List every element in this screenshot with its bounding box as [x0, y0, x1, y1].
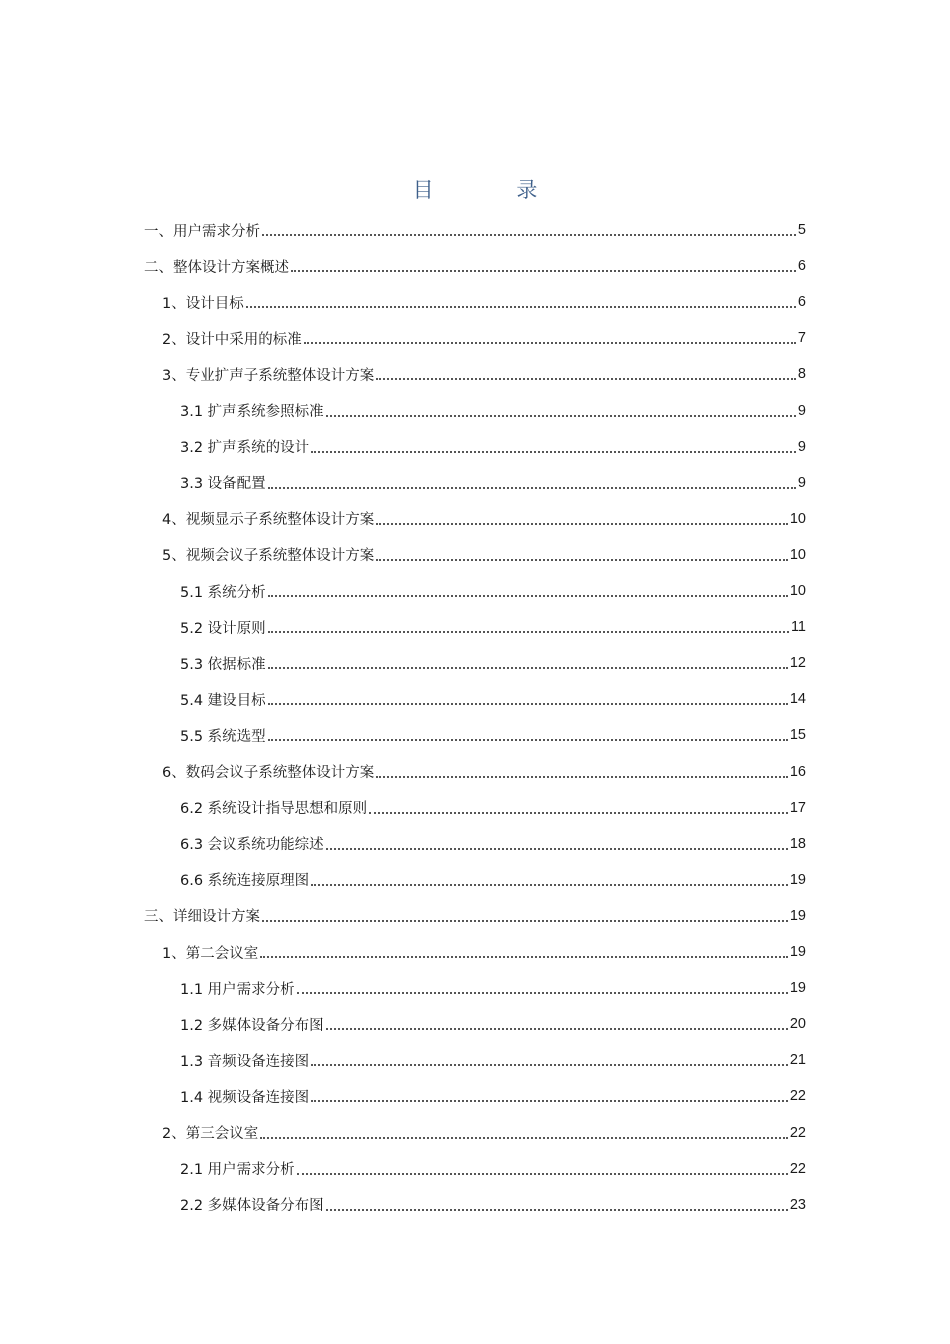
toc-entry-page-number: 18 — [789, 835, 806, 852]
toc-entry[interactable] — [180, 862, 806, 898]
toc-entry[interactable] — [144, 248, 806, 284]
toc-title: 目 录 — [412, 178, 576, 202]
toc-entry-label: 5.4 建设目标 — [180, 692, 266, 709]
toc-dot-leader — [376, 523, 788, 525]
toc-entry-page-number: 7 — [797, 330, 806, 347]
toc-entry-page-number: 9 — [797, 402, 806, 419]
toc-dot-leader — [311, 1100, 788, 1102]
toc-entry-page-number: 11 — [790, 619, 806, 636]
toc-dot-leader — [376, 776, 788, 778]
toc-dot-leader — [260, 1137, 788, 1139]
toc-dot-leader — [260, 956, 788, 958]
toc-entry-label: 6.3 会议系统功能综述 — [180, 837, 324, 854]
toc-entry-page-number: 22 — [789, 1124, 806, 1141]
toc-dot-leader — [326, 415, 796, 417]
toc-entry-page-number: 6 — [797, 294, 806, 311]
toc-entry[interactable] — [162, 320, 806, 356]
toc-entry[interactable] — [180, 573, 806, 609]
toc-entry-label: 6、数码会议子系统整体设计方案 — [162, 765, 375, 781]
toc-dot-leader — [369, 812, 788, 814]
toc-dot-leader — [291, 270, 796, 272]
toc-dot-leader — [268, 703, 788, 705]
toc-entry-label: 1、设计目标 — [162, 295, 244, 312]
toc-entry[interactable] — [144, 212, 806, 248]
toc-entry-label: 1.4 视频设备连接图 — [180, 1089, 310, 1106]
toc-entry[interactable] — [144, 898, 806, 934]
toc-dot-leader — [297, 992, 788, 994]
toc-entry-label: 3.3 设备配置 — [180, 476, 266, 493]
toc-entry-page-number: 14 — [789, 691, 806, 708]
toc-entry-page-number: 6 — [797, 258, 806, 275]
toc-dot-leader — [268, 595, 788, 597]
toc-dot-leader — [297, 1173, 788, 1175]
toc-entry-page-number: 8 — [797, 366, 806, 383]
toc-dot-leader — [268, 631, 789, 633]
toc-entry-page-number: 19 — [789, 944, 806, 960]
toc-entry-page-number: 21 — [789, 1052, 806, 1069]
toc-entry-label: 3、专业扩声子系统整体设计方案 — [162, 367, 375, 384]
toc-entry-label: 6.6 系统连接原理图 — [180, 873, 310, 890]
toc-entry-label: 4、视频显示子系统整体设计方案 — [162, 512, 375, 529]
toc-entry[interactable] — [180, 393, 806, 429]
toc-entry-page-number: 17 — [789, 799, 806, 816]
toc-dot-leader — [326, 1209, 788, 1211]
toc-entry-label: 1.1 用户需求分析 — [180, 981, 295, 998]
toc-entry-page-number: 10 — [789, 510, 806, 527]
toc-dot-leader — [262, 234, 796, 236]
toc-entry-label: 3.1 扩声系统参照标准 — [180, 404, 324, 420]
toc-entry-label: 1、第二会议室 — [162, 945, 259, 962]
toc-entry-label: 1.2 多媒体设备分布图 — [180, 1017, 324, 1034]
toc-entry[interactable] — [180, 826, 806, 862]
toc-dot-leader — [268, 739, 788, 741]
toc-entry-label: 3.2 扩声系统的设计 — [180, 440, 310, 457]
toc-entry-label: 5.2 设计原则 — [180, 620, 266, 637]
toc-entry-page-number: 10 — [789, 583, 806, 599]
toc-entry[interactable] — [180, 790, 806, 826]
toc-entry[interactable] — [180, 1006, 806, 1042]
toc-entry[interactable] — [180, 970, 806, 1006]
toc-entry[interactable] — [162, 754, 806, 790]
toc-entry-label: 2.2 多媒体设备分布图 — [180, 1198, 324, 1215]
toc-entry-page-number: 10 — [789, 546, 806, 563]
toc-entry-label: 5、视频会议子系统整体设计方案 — [162, 548, 375, 565]
toc-entry[interactable] — [162, 1115, 806, 1151]
toc-entry-label: 二、整体设计方案概述 — [144, 259, 289, 276]
toc-entry-page-number: 16 — [789, 763, 806, 780]
toc-entry-label: 5.5 系统选型 — [180, 728, 266, 745]
toc-entry-page-number: 19 — [789, 907, 806, 924]
toc-dot-leader — [311, 451, 796, 453]
toc-dot-leader — [311, 884, 788, 886]
toc-entry-label: 6.2 系统设计指导思想和原则 — [180, 801, 368, 818]
toc-entry-label: 1.3 音频设备连接图 — [180, 1053, 310, 1070]
toc-entry-page-number: 19 — [789, 980, 806, 997]
toc-dot-leader — [304, 342, 796, 344]
toc-entry[interactable] — [162, 356, 806, 392]
toc-entry-page-number: 22 — [789, 1088, 806, 1105]
toc-dot-leader — [268, 487, 796, 489]
toc-entry[interactable] — [180, 609, 806, 645]
toc-dot-leader — [326, 848, 788, 850]
toc-entry-label: 一、用户需求分析 — [144, 223, 260, 240]
toc-entry[interactable] — [180, 1078, 806, 1114]
toc-entry[interactable] — [180, 429, 806, 465]
toc-entry-page-number: 9 — [797, 474, 806, 491]
toc-entry-page-number: 20 — [789, 1016, 806, 1033]
toc-entry[interactable] — [162, 284, 806, 320]
toc-dot-leader — [262, 920, 788, 922]
toc-entry-page-number: 15 — [789, 727, 806, 744]
toc-entry-label: 三、详细设计方案 — [144, 909, 260, 926]
toc-entry[interactable] — [162, 501, 806, 537]
toc-dot-leader — [268, 667, 788, 669]
toc-entry-label: 5.1 系统分析 — [180, 584, 266, 601]
toc-entry-page-number: 5 — [797, 222, 806, 238]
toc-entry[interactable] — [180, 1187, 806, 1223]
toc-dot-leader — [326, 1028, 788, 1030]
toc-entry[interactable] — [180, 1151, 806, 1187]
toc-dot-leader — [376, 559, 788, 561]
toc-entry[interactable] — [180, 645, 806, 681]
toc-entry-page-number: 22 — [789, 1160, 806, 1177]
toc-entry-label: 2、第三会议室 — [162, 1126, 259, 1142]
toc-entry-page-number: 9 — [797, 438, 806, 455]
toc-entry[interactable] — [180, 717, 806, 753]
toc-entry-label: 5.3 依据标准 — [180, 656, 266, 673]
toc-entry-page-number: 19 — [789, 871, 806, 888]
toc-entry[interactable] — [180, 681, 806, 717]
toc-entry[interactable] — [162, 934, 806, 970]
toc-entry[interactable] — [180, 1042, 806, 1078]
toc-dot-leader — [311, 1064, 788, 1066]
toc-entry-page-number: 12 — [789, 655, 806, 672]
toc-entry[interactable] — [162, 537, 806, 573]
toc-entry-label: 2.1 用户需求分析 — [180, 1162, 295, 1179]
toc-entry-page-number: 23 — [789, 1196, 806, 1213]
toc-dot-leader — [376, 378, 796, 380]
toc-dot-leader — [246, 306, 796, 308]
toc-entry[interactable] — [180, 465, 806, 501]
toc-entry-label: 2、设计中采用的标准 — [162, 331, 302, 348]
